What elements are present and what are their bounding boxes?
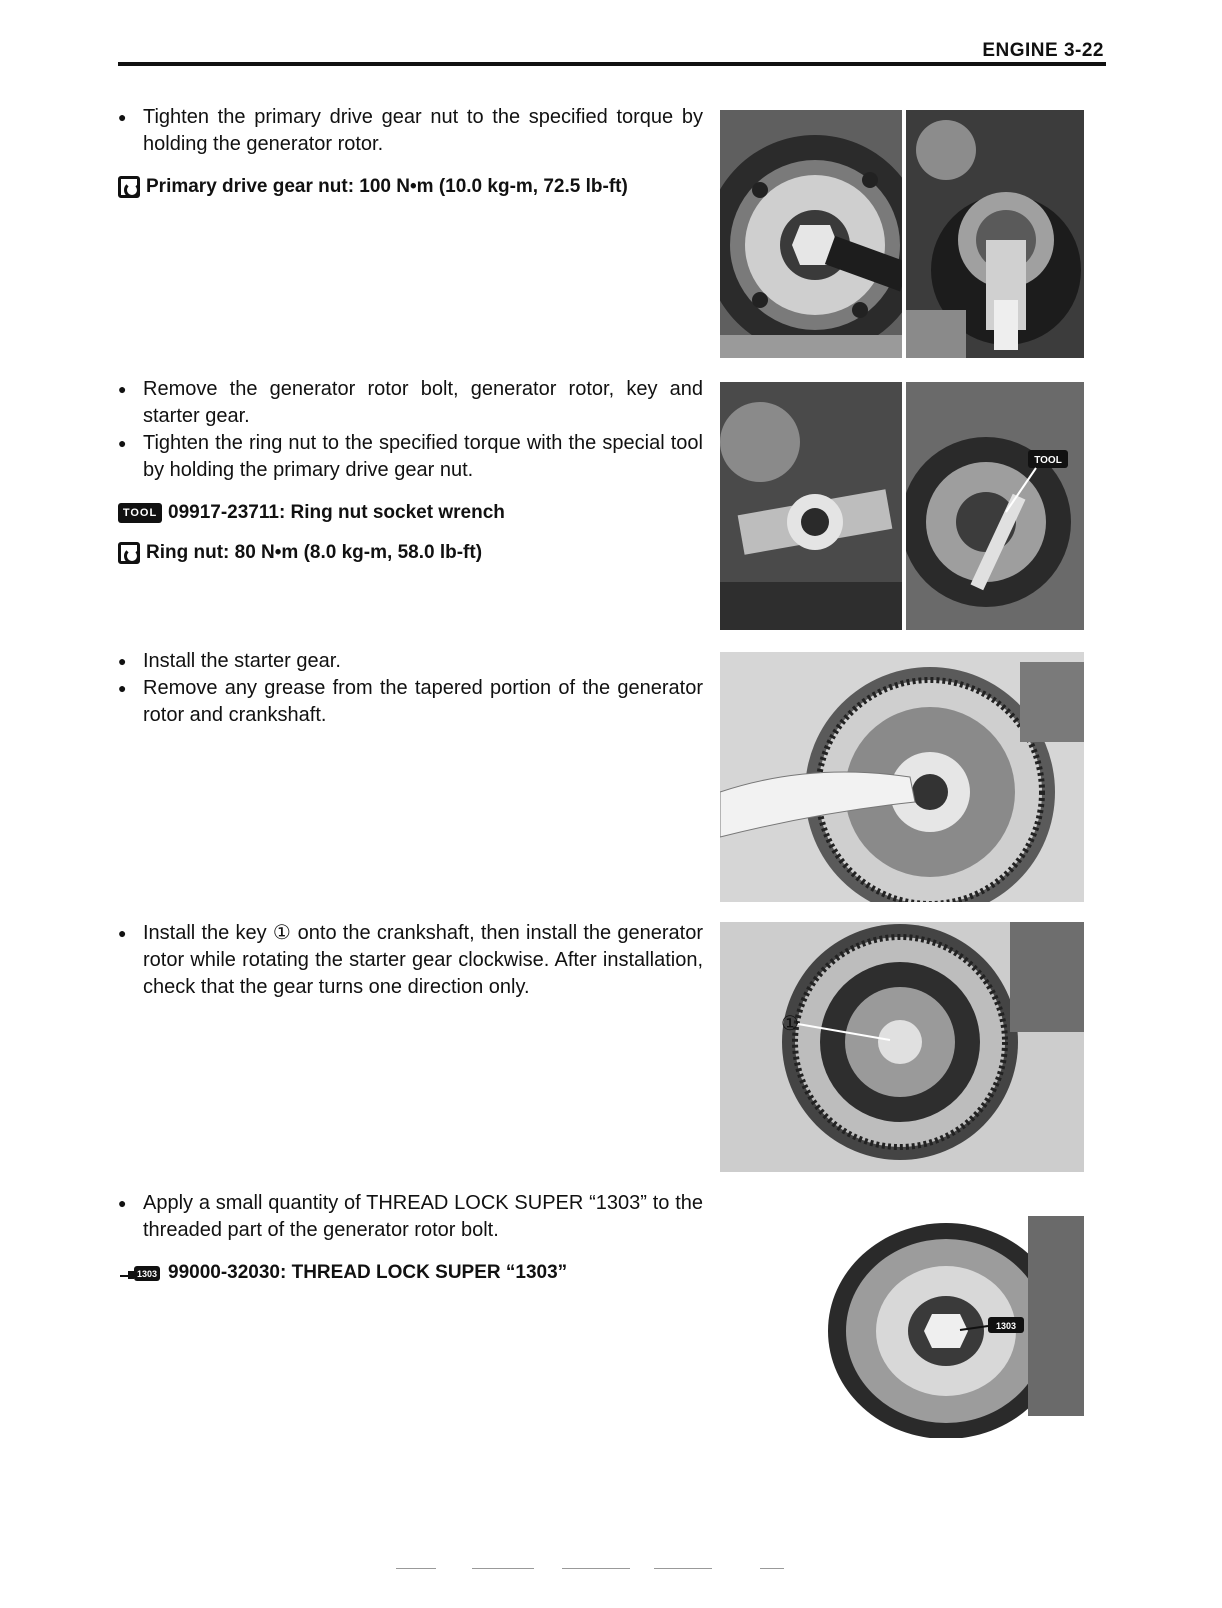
instruction-bullet: ● Tighten the primary drive gear nut to the specified torque by holding the generator rotor. (118, 104, 703, 158)
photo-starter-gear (720, 652, 1084, 902)
photo-ring-nut-wrench (720, 382, 902, 630)
step-section-2 (118, 376, 703, 566)
footer-dash (472, 1568, 534, 1569)
footer-dash (562, 1568, 630, 1569)
thread-lock-text: 99000-32030: THREAD LOCK SUPER “1303” (168, 1262, 568, 1283)
torque-spec (118, 174, 703, 200)
instruction-bullet: ● Install the key ① onto the crankshaft, then install the generator rotor while rotating the starter gear clockwise. After installation, check that the gear turns one direction only. (118, 920, 703, 1001)
torque-spec (118, 540, 703, 566)
instruction-bullet: ● Tighten the ring nut to the specified torque with the special tool by holding the primary drive gear nut. (118, 430, 703, 484)
photo-generator-rotor-key (720, 922, 1084, 1172)
torque-spec-text: Ring nut: 80 N•m (8.0 kg-m, 58.0 lb-ft) (146, 542, 483, 563)
thread-lock-spec (118, 1260, 703, 1286)
photo-tool-label: TOOL (1034, 455, 1062, 466)
thread-lock-icon (118, 1263, 162, 1283)
step-section-4 (118, 920, 703, 1001)
footer-dash (396, 1568, 436, 1569)
step-section-5 (118, 1190, 703, 1286)
photo-primary-drive-gear (906, 110, 1084, 358)
special-tool-spec (118, 500, 703, 526)
photo-thread-lock-bolt (828, 1196, 1084, 1438)
photo-rotor-holder (720, 110, 902, 358)
footer-dash (760, 1568, 784, 1569)
instruction-bullet: ● Apply a small quantity of THREAD LOCK SUPER “1303” to the threaded part of the generator rotor bolt. (118, 1190, 703, 1244)
instruction-bullet: ● Remove any grease from the tapered portion of the generator rotor and crankshaft. (118, 675, 703, 729)
footer-dash (654, 1568, 712, 1569)
thread-lock-icon-label: 1303 (136, 1269, 158, 1279)
photo-special-tool (906, 382, 1084, 630)
step-section-1 (118, 104, 703, 200)
step-section-3 (118, 648, 703, 729)
torque-spec-text: Primary drive gear nut: 100 N•m (10.0 kg-m, 72.5 lb-ft) (146, 176, 628, 197)
page-header-title: ENGINE 3-22 (982, 40, 1104, 61)
torque-wrench-icon (118, 542, 140, 564)
photo-key-marker: ① (781, 1011, 799, 1035)
photo-thread-lock-label: 1303 (995, 1321, 1017, 1331)
special-tool-text: 09917-23711: Ring nut socket wrench (168, 502, 505, 523)
instruction-bullet: ● Remove the generator rotor bolt, generator rotor, key and starter gear. (118, 376, 703, 430)
header-rule (118, 62, 1106, 66)
instruction-bullet: ● Install the starter gear. (118, 648, 703, 675)
tool-icon: TOOL (118, 503, 162, 523)
torque-wrench-icon (118, 176, 140, 198)
